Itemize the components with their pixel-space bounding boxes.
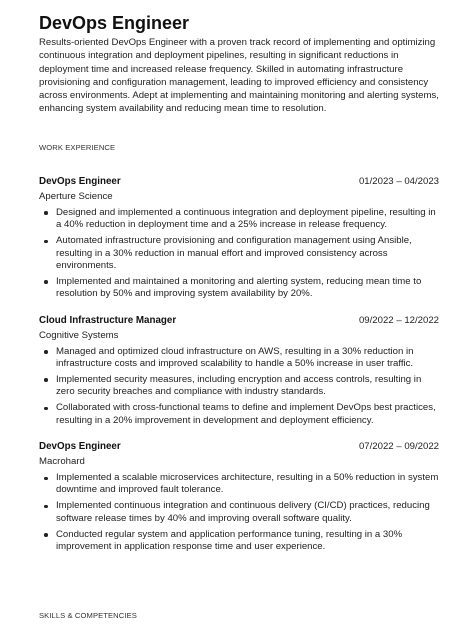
job-header <box>39 441 439 454</box>
skills-heading: SKILLS & COMPETENCIES <box>39 611 137 620</box>
job-bullet: Implemented continuous integration and continuous delivery (CI/CD) practices, reducing software release times by 40% and improving overall software quality. <box>56 500 439 525</box>
job-bullet: Managed and optimized cloud infrastructure on AWS, resulting in a 30% reduction in infrastructure costs and improved scalability to handle a 50% increase in user traffic. <box>56 346 439 371</box>
job-entry <box>39 315 439 427</box>
job-header <box>39 315 439 328</box>
job-bullets <box>39 207 439 301</box>
job-title: DevOps Engineer <box>39 441 121 453</box>
jobs-list <box>39 176 439 554</box>
job-header <box>39 176 439 189</box>
job-bullet: Implemented and maintained a monitoring and alerting system, reducing mean time to resolution by 50% and improving system availability by 20%. <box>56 276 439 301</box>
work-experience-heading: WORK EXPERIENCE <box>39 142 116 152</box>
job-bullets <box>39 346 439 427</box>
job-bullet: Automated infrastructure provisioning and configuration management using Ansible, resulting in a 30% reduction in manual effort and improved consistency across environments. <box>56 235 439 272</box>
job-entry <box>39 176 439 301</box>
job-bullets <box>39 472 439 553</box>
resume-title: DevOps Engineer <box>39 13 190 33</box>
job-dates: 09/2022 – 12/2022 <box>358 314 439 326</box>
resume-page <box>39 12 439 568</box>
job-title: DevOps Engineer <box>39 175 121 187</box>
job-bullet: Implemented security measures, including encryption and access controls, resulting in zero security breaches and compliance with industry standards. <box>56 374 439 399</box>
job-bullet: Collaborated with cross-functional teams to define and implement DevOps best practices, resulting in a 20% improvement in development and deployment efficiency. <box>56 402 439 427</box>
job-dates: 07/2022 – 09/2022 <box>358 441 439 453</box>
job-bullet: Designed and implemented a continuous integration and deployment pipeline, resulting in a 40% reduction in deployment time and a 25% increase in release frequency. <box>56 207 439 232</box>
job-bullet: Implemented a scalable microservices architecture, resulting in a 50% reduction in system downtime and improved fault tolerance. <box>56 472 439 496</box>
job-title: Cloud Infrastructure Manager <box>39 314 177 326</box>
summary-paragraph: Results-oriented DevOps Engineer with a proven track record of implementing and optimizing continuous integration and deployment pipelines, resulting in significant reductions in deployment time and increased release frequency. Skilled in automating infrastructure provisioning and configuration management, leading to improved efficiency and consistency across environments. Adept at implementing and maintaining monitoring and alerting systems, enhancing system availability and reducing mean time to resolution. <box>39 37 439 115</box>
job-company: Cognitive Systems <box>39 329 119 341</box>
job-company: Aperture Science <box>39 190 113 202</box>
job-dates: 01/2023 – 04/2023 <box>358 175 439 187</box>
job-bullet: Conducted regular system and application performance tuning, resulting in a 30% improvement in application response time and user experience. <box>56 529 439 554</box>
job-company: Macrohard <box>39 456 85 468</box>
job-entry <box>39 441 439 553</box>
